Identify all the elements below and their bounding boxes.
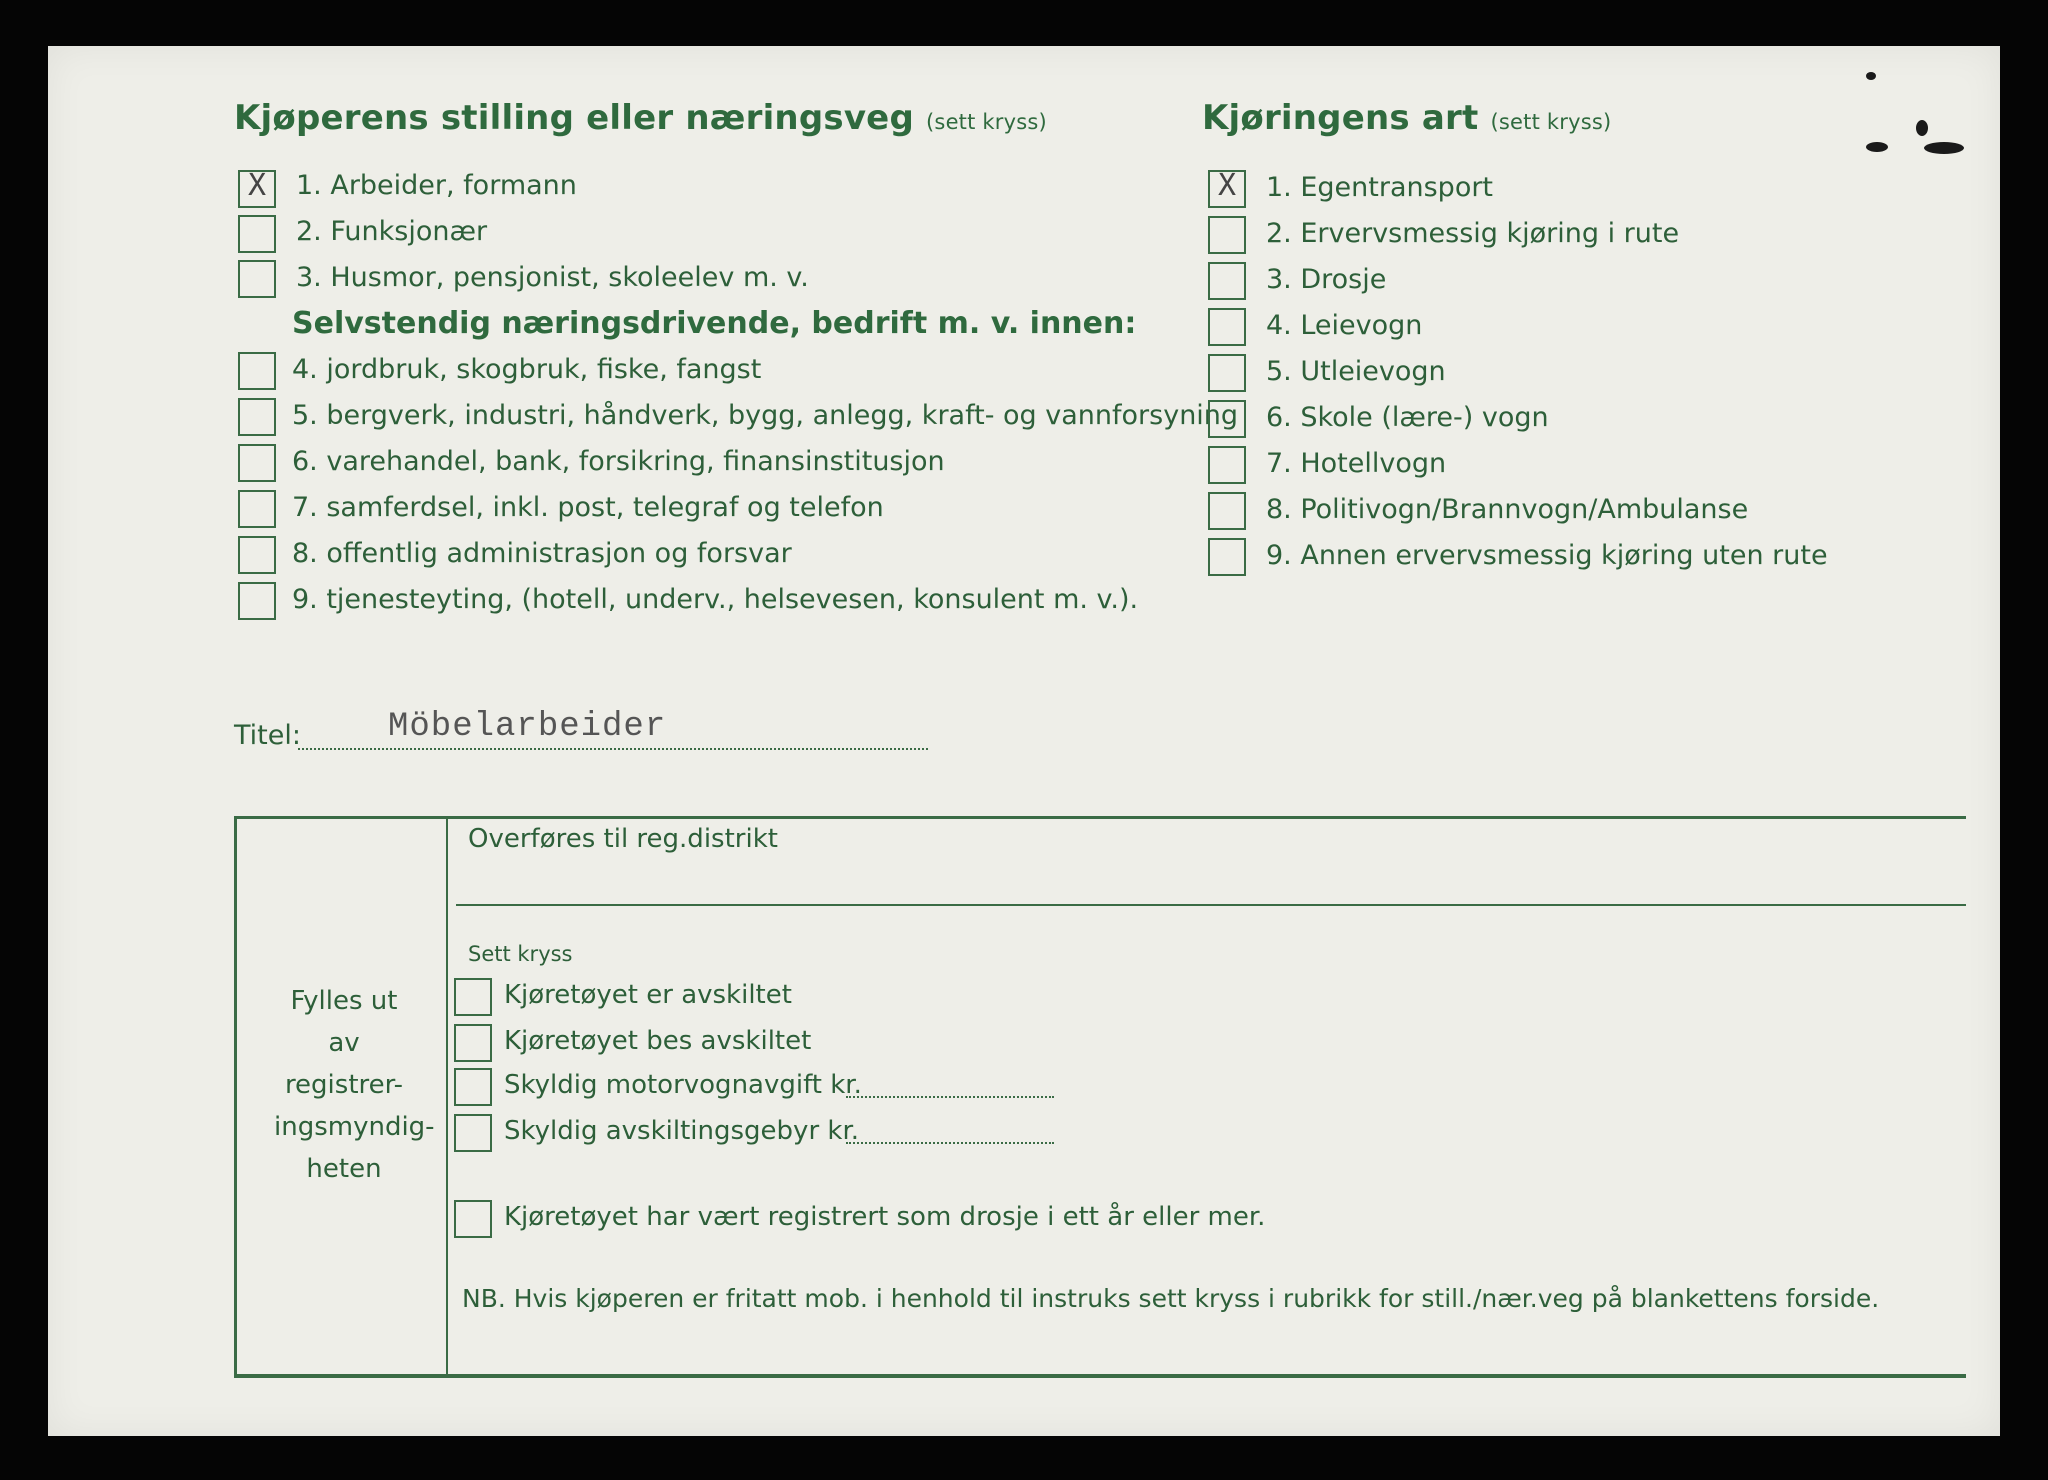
checkbox[interactable] bbox=[238, 582, 276, 620]
amount-line bbox=[846, 1142, 1054, 1144]
buyer-option-label: 3. Husmor, pensjonist, skoleelev m. v. bbox=[296, 262, 809, 293]
buyer-occupation-heading: Kjøperens stilling eller næringsveg (sett kryss) bbox=[234, 98, 1047, 138]
buyer-option-label: 9. tjenesteyting, (hotell, underv., helsevesen, konsulent m. v.). bbox=[292, 584, 1139, 615]
driving-option-label: 6. Skole (lære-) vogn bbox=[1266, 402, 1549, 433]
check-hint: Sett kryss bbox=[468, 942, 573, 966]
checkbox[interactable] bbox=[1208, 400, 1246, 438]
buyer-option-label: 7. samferdsel, inkl. post, telegraf og telefon bbox=[292, 492, 884, 523]
ink-smudge bbox=[1924, 142, 1964, 154]
box-left-border bbox=[234, 816, 237, 1378]
driving-option-label: 4. Leievogn bbox=[1266, 310, 1423, 341]
check-label: Skyldig avskiltingsgebyr kr. bbox=[504, 1116, 860, 1146]
buyer-option-label: 2. Funksjonær bbox=[296, 216, 488, 247]
checkbox[interactable] bbox=[238, 536, 276, 574]
buyer-option-label: 4. jordbruk, skogbruk, fiske, fangst bbox=[292, 354, 762, 385]
buyer-occupation-hint: (sett kryss) bbox=[926, 110, 1047, 134]
checkbox[interactable] bbox=[1208, 216, 1246, 254]
checkbox[interactable] bbox=[1208, 308, 1246, 346]
driving-option-label: 9. Annen ervervsmessig kjøring uten rute bbox=[1266, 540, 1828, 571]
checkbox[interactable]: X bbox=[238, 170, 276, 208]
title-field-value[interactable]: Möbelarbeider bbox=[388, 708, 667, 746]
driving-option-label: 8. Politivogn/Brannvogn/Ambulanse bbox=[1266, 494, 1749, 525]
checkbox[interactable] bbox=[454, 1200, 492, 1238]
transfer-district-label: Overføres til reg.distrikt bbox=[468, 824, 778, 854]
driving-type-hint: (sett kryss) bbox=[1490, 110, 1612, 134]
box-top-border bbox=[236, 816, 1966, 819]
exemption-note: NB. Hvis kjøperen er fritatt mob. i henhold til instruks sett kryss i rubrikk for still./nær.veg på blankettens forside. bbox=[462, 1284, 1880, 1313]
checkbox[interactable] bbox=[1208, 354, 1246, 392]
checkbox[interactable] bbox=[1208, 446, 1246, 484]
ink-smudge bbox=[1866, 72, 1876, 80]
buyer-option-label: 6. varehandel, bank, forsikring, finansinstitusjon bbox=[292, 446, 945, 477]
driving-option-label: 2. Ervervsmessig kjøring i rute bbox=[1266, 218, 1680, 249]
driving-option-label: 1. Egentransport bbox=[1266, 172, 1494, 203]
transfer-district-line bbox=[456, 904, 1966, 906]
checkbox[interactable] bbox=[1208, 492, 1246, 530]
checkbox[interactable] bbox=[1208, 262, 1246, 300]
check-label: Kjøretøyet har vært registrert som drosje i ett år eller mer. bbox=[504, 1202, 1266, 1232]
check-label: Kjøretøyet er avskiltet bbox=[504, 980, 792, 1010]
checkbox[interactable] bbox=[454, 1068, 492, 1106]
buyer-option-label: 8. offentlig administrasjon og forsvar bbox=[292, 538, 792, 569]
driving-option-label: 5. Utleievogn bbox=[1266, 356, 1446, 387]
driving-option-label: 7. Hotellvogn bbox=[1266, 448, 1447, 479]
checkbox[interactable] bbox=[238, 398, 276, 436]
form-sheet bbox=[48, 46, 2000, 1436]
driving-option-label: 3. Drosje bbox=[1266, 264, 1387, 295]
checkbox[interactable] bbox=[238, 490, 276, 528]
checkbox[interactable] bbox=[238, 444, 276, 482]
box-divider bbox=[446, 816, 448, 1376]
driving-type-heading: Kjøringens art (sett kryss) bbox=[1202, 98, 1612, 138]
title-field-line bbox=[298, 748, 928, 750]
ink-smudge bbox=[1866, 142, 1888, 152]
check-label: Kjøretøyet bes avskiltet bbox=[504, 1026, 812, 1056]
buyer-option-label: 1. Arbeider, formann bbox=[296, 170, 577, 201]
checkbox[interactable] bbox=[454, 978, 492, 1016]
checkbox[interactable] bbox=[238, 215, 276, 253]
box-bottom-border bbox=[234, 1374, 1966, 1378]
authority-side-label: Fylles ut av registrer- ingsmyndig- heten bbox=[274, 986, 435, 1184]
checkbox[interactable] bbox=[238, 260, 276, 298]
checkbox[interactable] bbox=[454, 1024, 492, 1062]
checkbox[interactable]: X bbox=[1208, 170, 1246, 208]
checkbox[interactable] bbox=[454, 1114, 492, 1152]
check-label: Skyldig motorvognavgift kr. bbox=[504, 1070, 862, 1100]
amount-line bbox=[846, 1096, 1054, 1098]
checkbox[interactable] bbox=[238, 352, 276, 390]
title-label: Titel: bbox=[234, 720, 301, 751]
checkbox[interactable] bbox=[1208, 538, 1246, 576]
ink-smudge bbox=[1916, 120, 1928, 136]
buyer-option-label: 5. bergverk, industri, håndverk, bygg, anlegg, kraft- og vannforsyning bbox=[292, 400, 1239, 431]
self-employed-subheading: Selvstendig næringsdrivende, bedrift m. v. innen: bbox=[292, 306, 1137, 341]
